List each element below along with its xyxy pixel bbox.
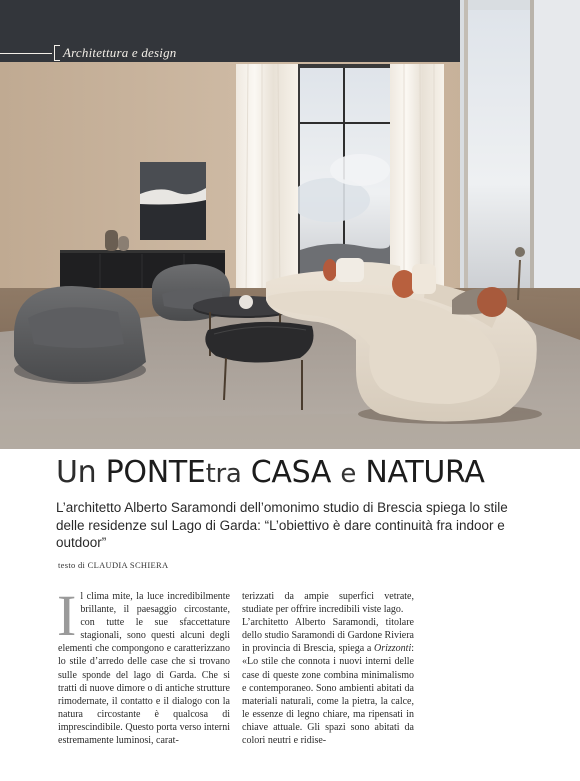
headline-word-3: tra <box>205 459 242 489</box>
body-paragraph-1: l clima mite, la luce incredibilmente brillante, il paesaggio circostante, con tutte le sue sfaccettature stagionali, sono questi alcuni degli elementi che compongono e caratterizzano lo stile d’arredo delle case che si trovano sulle sponde del lago di Garda. Che si tratti di nuove dimore o di antiche strutture rimodernate, il contatto e il dialogo con la natura circostante è qualcosa di imprescindibile. Questo porta verso interni estremamente luminosi, carat- <box>58 591 230 747</box>
magazine-name: Orizzonti <box>373 643 412 655</box>
headline-word-4: CASA <box>250 455 332 490</box>
article-byline: testo di CLAUDIA SCHIERA <box>58 560 169 570</box>
paragraph-3-part-b: : «Lo stile che connota i nuovi interni delle case di queste zone combina minimalismo e contemporaneo. Sono ambienti abitati da materiali naturali, come la pietra, la calce, le essenze di legno chiare, ma ripensati in chiave attuale. Gli spazi sono abitati da colori neutri e ridise- <box>242 643 414 747</box>
body-column-1 <box>57 583 230 747</box>
headline-word-6: NATURA <box>365 455 485 490</box>
body-paragraph-2: terizzati da ampie superfici vetrate, studiate per offrire incredibili viste lago. <box>242 591 414 616</box>
headline-word-5: e <box>340 459 357 489</box>
body-column-2 <box>242 590 414 747</box>
headline-word-2: PONTE <box>105 455 206 490</box>
section-label-text: Architettura e design <box>63 45 177 60</box>
article-headline <box>56 454 556 493</box>
paragraph-3-part-a: L’architetto Alberto Saramondi, titolare dello studio Saramondi di Gardone Riviera in provincia di Brescia, spiega a <box>242 617 414 655</box>
section-bracket <box>54 45 60 61</box>
section-label <box>0 44 176 62</box>
body-paragraph-3 <box>242 616 414 747</box>
drop-cap: I <box>57 583 77 648</box>
section-rule <box>0 53 52 54</box>
headline-word-1: Un <box>56 455 97 490</box>
article-standfirst: L’architetto Alberto Saramondi dell’omonimo studio di Brescia spiega lo stile delle residenze sul Lago di Garda: “L’obiettivo è dare continuità fra indoor e outdoor” <box>56 500 508 550</box>
